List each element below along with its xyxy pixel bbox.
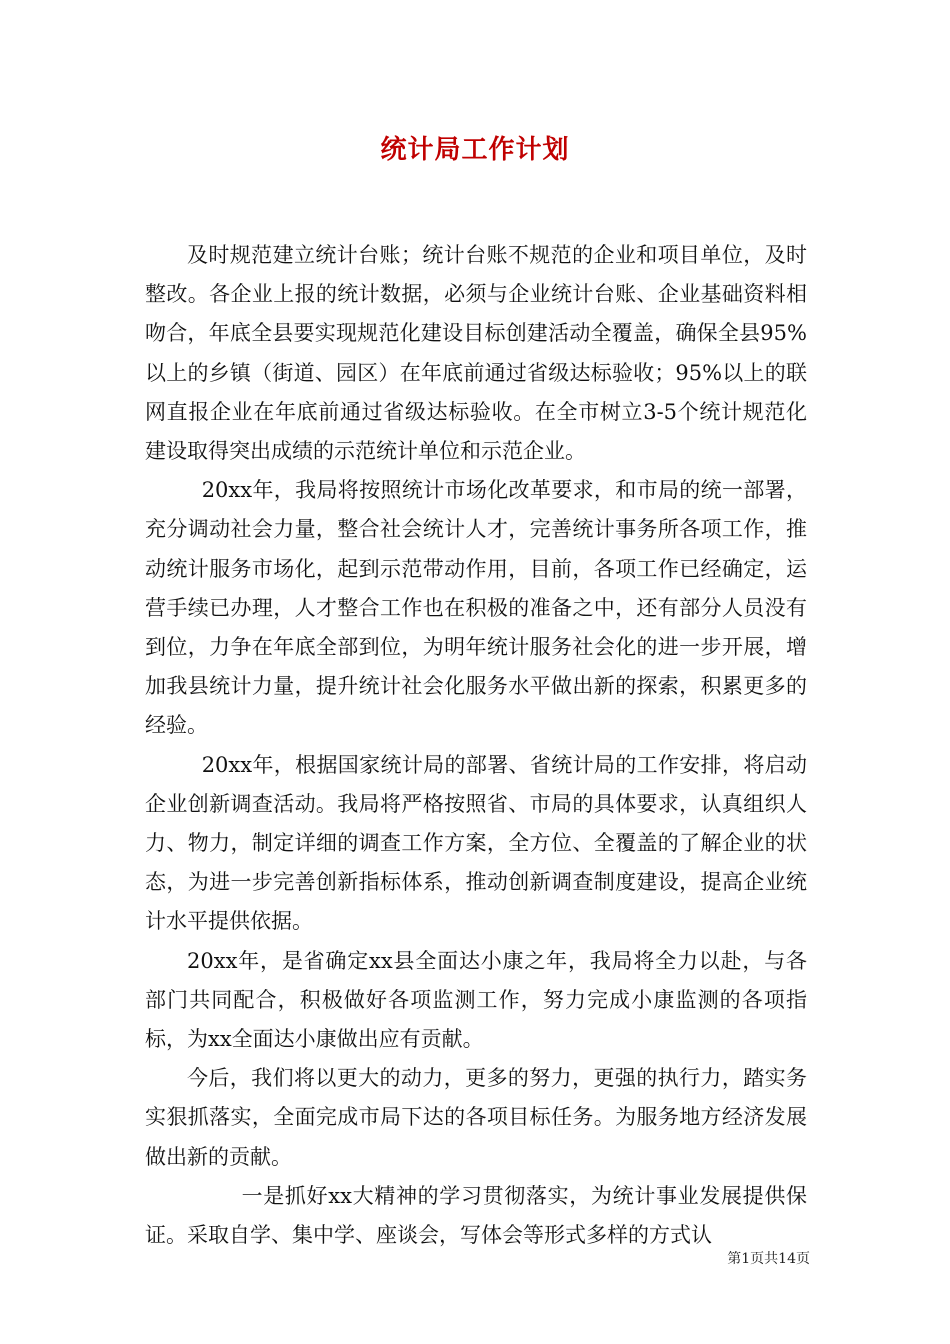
page-number-footer: 第1页共14页 xyxy=(727,1251,810,1267)
paragraph-6: 一是抓好xx大精神的学习贯彻落实，为统计事业发展提供保证。采取自学、集中学、座谈会，写体会等形式多样的方式认 xyxy=(145,1183,807,1248)
paragraph-1: 及时规范建立统计台账；统计台账不规范的企业和项目单位，及时整改。各企业上报的统计数据，必须与企业统计台账、企业基础资料相吻合，年底全县要实现规范化建设目标创建活动全覆盖，确保全县95%以上的乡镇（街道、园区）在年底前通过省级达标验收；95%以上的联网直报企业在年底前通过省级达标验收。在全市树立3-5个统计规范化建设取得突出成绩的示范统计单位和示范企业。 xyxy=(145,243,807,464)
paragraph-2: 20xx年，我局将按照统计市场化改革要求，和市局的统一部署，充分调动社会力量，整合社会统计人才，完善统计事务所各项工作，推动统计服务市场化，起到示范带动作用，目前，各项工作已经确定，运营手续已办理，人才整合工作也在积极的准备之中，还有部分人员没有到位，力争在年底全部到位，为明年统计服务社会化的进一步开展，增加我县统计力量，提升统计社会化服务水平做出新的探索，积累更多的经验。 xyxy=(145,478,807,738)
document-body xyxy=(145,236,807,1255)
document-title: 统计局工作计划 xyxy=(380,135,570,165)
paragraph-5: 今后，我们将以更大的动力，更多的努力，更强的执行力，踏实务实狠抓落实，全面完成市局下达的各项目标任务。为服务地方经济发展做出新的贡献。 xyxy=(145,1066,807,1169)
paragraph-4: 20xx年，是省确定xx县全面达小康之年，我局将全力以赴，与各部门共同配合，积极做好各项监测工作，努力完成小康监测的各项指标，为xx全面达小康做出应有贡献。 xyxy=(145,948,807,1052)
paragraph-3: 20xx年，根据国家统计局的部署、省统计局的工作安排，将启动企业创新调查活动。我局将严格按照省、市局的具体要求，认真组织人力、物力，制定详细的调查工作方案，全方位、全覆盖的了解企业的状态，为进一步完善创新指标体系，推动创新调查制度建设，提高企业统计水平提供依据。 xyxy=(145,752,807,934)
